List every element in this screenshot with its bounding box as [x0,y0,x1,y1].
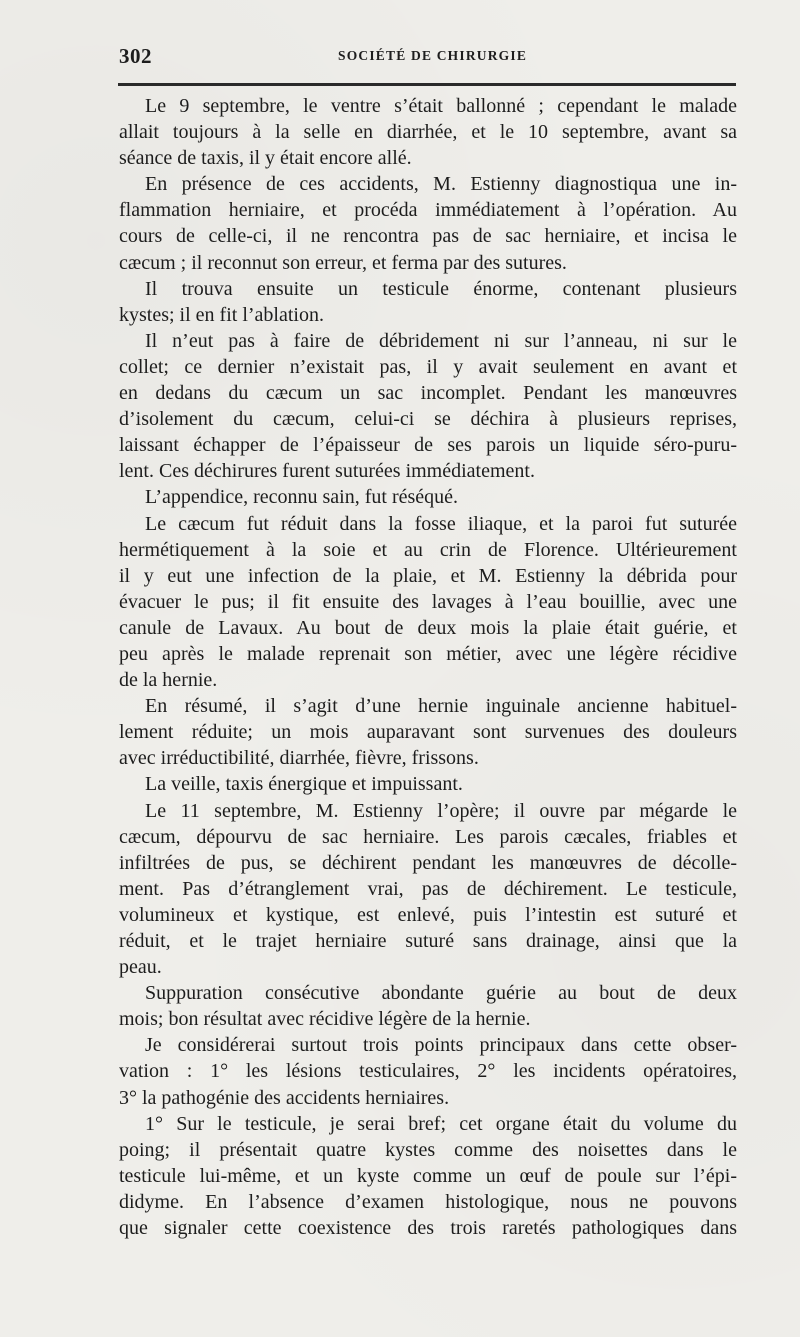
text-line: cæcum ; il reconnut son erreur, et ferma par des sutures. [119,251,567,274]
text-line: En résumé, il s’agit d’une hernie inguinale ancienne habituel- [145,695,737,718]
text-line: 3° la pathogénie des accidents herniaires. [119,1086,450,1109]
text-line: hermétiquement à la soie et au crin de Florence. Ultérieurement [119,538,737,561]
text-line: mois; bon résultat avec récidive légère de la hernie. [119,1008,531,1031]
text-line: réduit, et le trajet herniaire suturé sans drainage, ainsi que la [119,930,737,952]
text-line: ment. Pas d’étranglement vrai, pas de déchirement. Le testicule, [119,877,737,900]
text-line: séance de taxis, il y était encore allé. [119,147,412,170]
text-line: cours de celle-ci, il ne rencontra pas de sac herniaire, et incisa le [119,225,737,248]
text-line: L’appendice, reconnu sain, fut réséqué. [145,486,459,509]
text-line: lent. Ces déchirures furent suturées immédiatement. [119,460,535,483]
text-line: cæcum, dépourvu de sac herniaire. Les parois cæcales, friables et [119,825,737,848]
text-line: laissant échapper de l’épaisseur de ses parois un liquide séro-puru- [119,434,737,457]
text-line: Le cæcum fut réduit dans la fosse iliaque, et la paroi fut suturée [145,512,737,535]
text-line: canule de Lavaux. Au bout de deux mois la plaie était guérie, et [119,616,737,639]
text-line: peau. [119,956,162,979]
text-line: il y eut une infection de la plaie, et M. Estienny la débrida pour [119,564,737,587]
text-line: infiltrées de pus, se déchirent pendant les manœuvres de décolle- [119,851,737,874]
text-line: didyme. En l’absence d’examen histologique, nous ne pouvons [119,1190,737,1213]
text-line: collet; ce dernier n’existait pas, il y avait seulement en avant et [119,355,737,378]
text-line: volumineux et kystique, est enlevé, puis l’intestin est suturé et [119,903,737,926]
text-line: Suppuration consécutive abondante guérie au bout de deux [145,982,737,1005]
text-line: flammation herniaire, et procéda immédiatement à l’opération. Au [119,199,737,222]
text-line: Il n’eut pas à faire de débridement ni sur l’anneau, ni sur le [145,329,737,352]
text-line: Le 11 septembre, M. Estienny l’opère; il ouvre par mégarde le [145,799,737,822]
text-line: allait toujours à la selle en diarrhée, et le 10 septembre, avant sa [119,121,737,144]
text-line: lement réduite; un mois auparavant sont survenues des douleurs [119,721,737,744]
text-line: kystes; il en fit l’ablation. [119,303,324,326]
header-rule [118,83,736,86]
running-head: SOCIÉTÉ DE CHIRURGIE [338,48,528,63]
text-line: poing; il présentait quatre kystes comme des noisettes dans le [119,1138,737,1161]
page-number: 302 [119,44,152,68]
text-line: En présence de ces accidents, M. Estienny diagnostiqua une in- [145,173,737,196]
text-line: évacuer le pus; il fit ensuite des lavages à l’eau bouillie, avec une [119,590,737,613]
text-line: La veille, taxis énergique et impuissant. [145,773,463,796]
text-line: que signaler cette coexistence des trois raretés pathologiques dans [119,1217,737,1240]
text-line: de la hernie. [119,669,218,692]
text-line: Je considérerai surtout trois points principaux dans cette obser- [145,1034,737,1057]
text-line: testicule lui-même, et un kyste comme un œuf de poule sur l’épi- [119,1164,737,1187]
text-line: 1° Sur le testicule, je serai bref; cet organe était du volume du [145,1112,737,1135]
text-line: Il trouva ensuite un testicule énorme, contenant plusieurs [145,277,737,300]
page-header [119,44,739,74]
text-line: en dedans du cæcum un sac incomplet. Pendant les manœuvres [119,382,737,405]
text-line: d’isolement du cæcum, celui-ci se déchira à plusieurs reprises, [119,408,737,431]
text-line: Le 9 septembre, le ventre s’était ballonné ; cependant le malade [145,95,737,117]
body-text [119,93,737,1241]
text-line: peu après le malade reprenait son métier, avec une légère récidive [119,642,737,665]
text-line: avec irréductibilité, diarrhée, fièvre, frissons. [119,747,479,770]
text-line: vation : 1° les lésions testiculaires, 2° les incidents opératoires, [119,1060,737,1083]
